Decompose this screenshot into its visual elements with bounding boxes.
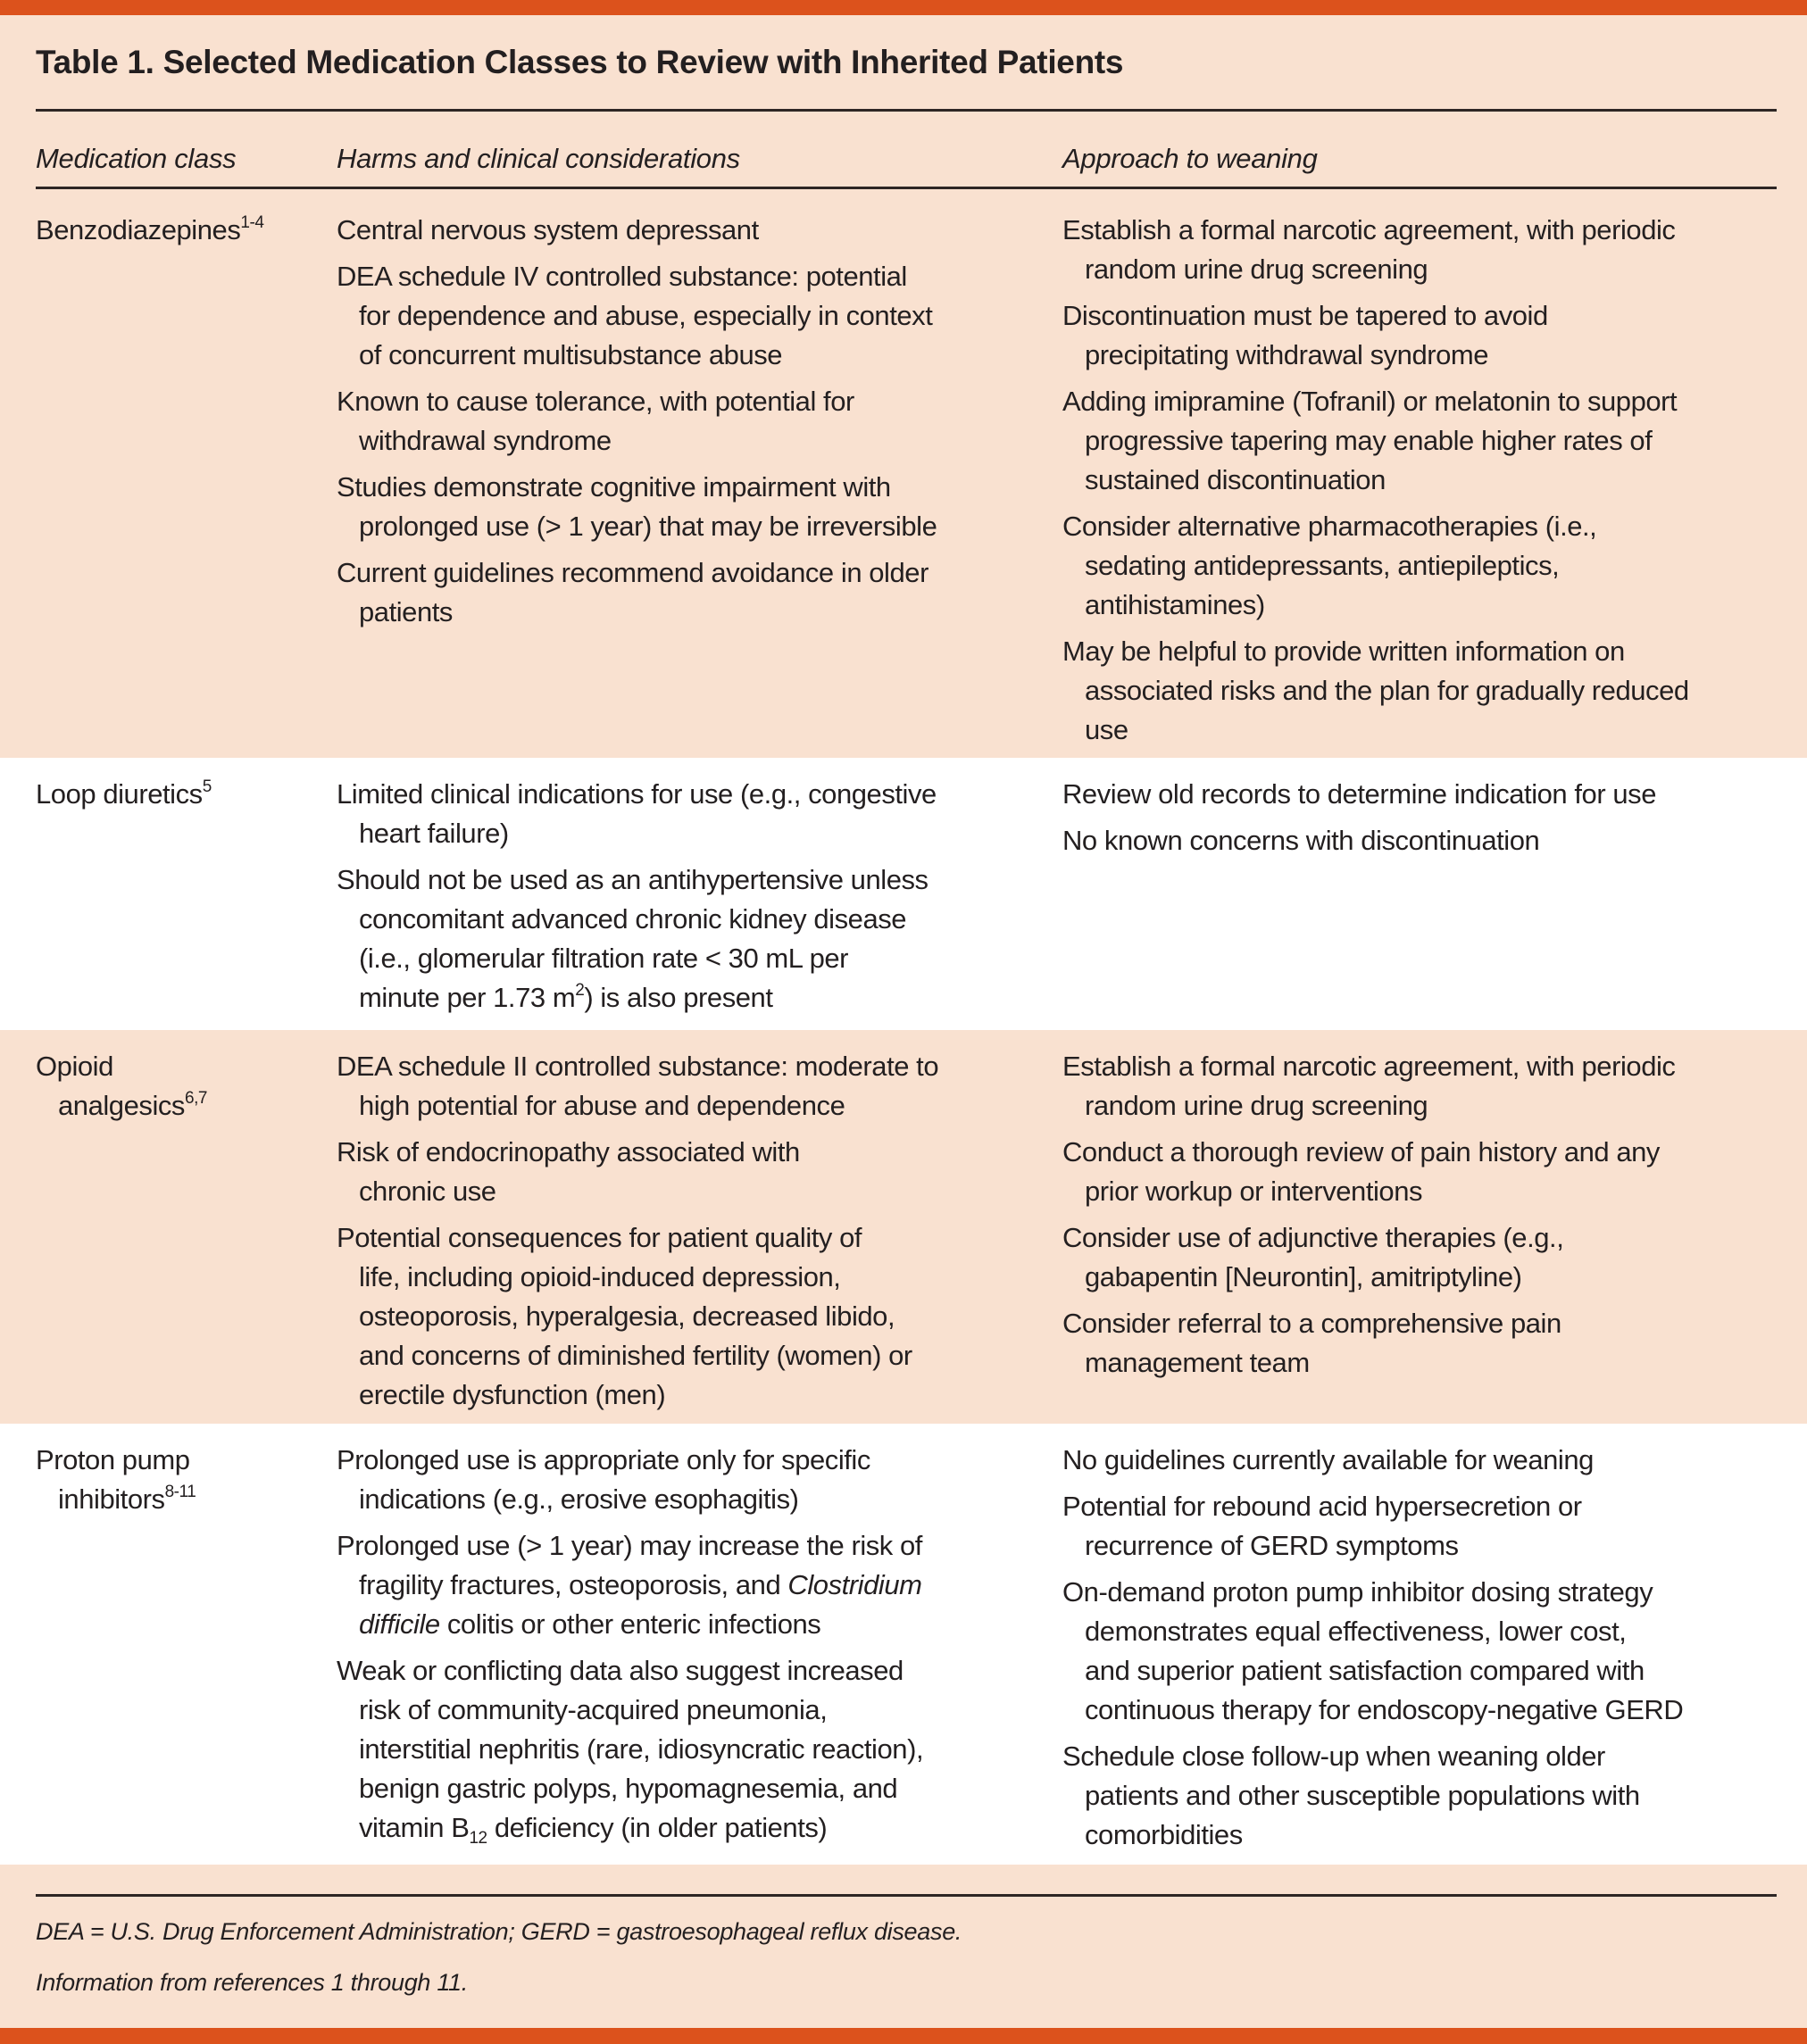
approach-item [1062,211,1689,289]
text-line: precipitating withdrawal syndrome [1085,339,1489,370]
harms-cell-benzodiazepines [337,211,937,639]
text-line: Adding imipramine (Tofranil) or melatonin to support [1062,386,1678,417]
text-line: May be helpful to provide written information on [1062,636,1625,667]
text-line: Current guidelines recommend avoidance in older [337,557,928,588]
reference-superscript: 6,7 [184,1088,208,1108]
approach-item [1062,1573,1683,1730]
reference-superscript: 5 [202,777,212,796]
text-line: continuous therapy for endoscopy-negative GERD [1085,1694,1684,1725]
class-name-continued [36,1086,207,1126]
text-line: osteoporosis, hyperalgesia, decreased libido, [359,1300,895,1332]
text-line: and superior patient satisfaction compared with [1085,1655,1645,1686]
text-fragment: fragility fractures, osteoporosis, and [359,1569,788,1600]
approach-cell-benzodiazepines [1062,211,1689,757]
italic-organism-name: difficile [359,1608,440,1640]
column-header-approach: Approach to weaning [1062,143,1318,174]
text-line: Establish a formal narcotic agreement, with periodic [1062,1051,1676,1082]
text-line: Review old records to determine indication for use [1062,778,1657,810]
text-line: erectile dysfunction (men) [359,1379,666,1410]
harm-item [337,211,937,250]
harm-item [337,257,937,375]
approach-item [1062,507,1689,625]
top-accent-bar [0,0,1807,15]
subscript-12: 12 [469,1829,487,1849]
text-line: concomitant advanced chronic kidney disease [359,903,907,935]
text-line: Discontinuation must be tapered to avoid [1062,300,1548,331]
approach-item [1062,1218,1675,1297]
approach-item [1062,1133,1675,1211]
text-line: indications (e.g., erosive esophagitis) [359,1483,799,1515]
class-name [36,211,264,250]
text-line: Conduct a thorough review of pain history and any [1062,1136,1660,1167]
text-fragment: Loop diuretics [36,778,203,810]
text-line: life, including opioid-induced depression, [359,1261,841,1292]
text-fragment: vitamin B [359,1812,470,1843]
class-cell-opioid-analgesics [36,1047,207,1126]
column-header-medication-class: Medication class [36,143,237,174]
table-title: Table 1. Selected Medication Classes to Review with Inherited Patients [36,44,1124,80]
italic-organism-name: Clostridium [787,1569,922,1600]
text-line [337,1566,923,1605]
text-line: No guidelines currently available for weaning [1062,1444,1594,1475]
text-line: comorbidities [1085,1819,1243,1850]
text-line [337,1605,923,1644]
text-line: On-demand proton pump inhibitor dosing strategy [1062,1576,1653,1608]
approach-item [1062,296,1689,375]
text-line: DEA schedule II controlled substance: moderate to [337,1051,939,1082]
superscript-2: 2 [575,980,585,1000]
approach-item [1062,1304,1675,1383]
class-name: Proton pump [36,1444,190,1475]
text-line: Studies demonstrate cognitive impairment with [337,471,891,503]
text-line: No known concerns with discontinuation [1062,825,1540,856]
harms-cell-opioid-analgesics [337,1047,938,1422]
text-line: random urine drug screening [1085,253,1428,285]
harm-item [337,1218,938,1415]
harms-cell-proton-pump-inhibitors [337,1441,923,1855]
approach-cell-proton-pump-inhibitors [1062,1441,1683,1862]
text-line: (i.e., glomerular filtration rate < 30 mL per [359,943,849,974]
class-cell-benzodiazepines [36,211,264,250]
text-line: patients and other susceptible populations with [1085,1780,1640,1811]
text-line: risk of community-acquired pneumonia, [359,1694,828,1725]
class-name: Opioid [36,1051,113,1082]
text-line: associated risks and the plan for gradually reduced [1085,675,1689,706]
class-cell-loop-diuretics [36,775,212,814]
approach-item [1062,821,1656,860]
approach-item [1062,382,1689,500]
text-line: Should not be used as an antihypertensive unless [337,864,928,895]
harm-item [337,1651,923,1848]
text-line [337,978,937,1018]
column-header-harms: Harms and clinical considerations [337,143,740,174]
harm-item [337,1133,938,1211]
text-fragment: colitis or other enteric infections [439,1608,821,1640]
title-rule [36,109,1777,112]
text-fragment: analgesics [58,1090,185,1121]
approach-item [1062,1487,1683,1566]
harms-cell-loop-diuretics [337,775,937,1025]
harm-item [337,382,937,461]
reference-superscript: 8-11 [164,1482,196,1501]
text-line: Establish a formal narcotic agreement, with periodic [1062,214,1676,245]
header-rule [36,187,1777,189]
bottom-accent-bar [0,2028,1807,2044]
text-line: withdrawal syndrome [359,425,612,456]
text-line: Consider use of adjunctive therapies (e.g., [1062,1222,1564,1253]
text-line: random urine drug screening [1085,1090,1428,1121]
text-line: DEA schedule IV controlled substance: potential [337,261,907,292]
class-cell-proton-pump-inhibitors [36,1441,196,1519]
approach-item [1062,1047,1675,1126]
text-line: demonstrates equal effectiveness, lower cost, [1085,1616,1627,1647]
text-line: antihistamines) [1085,589,1265,620]
approach-cell-loop-diuretics [1062,775,1656,868]
text-fragment: minute per 1.73 m [359,982,576,1013]
text-line: Known to cause tolerance, with potential for [337,386,854,417]
text-line: chronic use [359,1176,496,1207]
text-line: high potential for abuse and dependence [359,1090,845,1121]
text-line: Consider alternative pharmacotherapies (i.e., [1062,511,1597,542]
approach-item [1062,775,1656,814]
text-line: prolonged use (> 1 year) that may be irreversible [359,511,937,542]
text-line: Potential consequences for patient quality of [337,1222,862,1253]
text-fragment: deficiency (in older patients) [487,1812,828,1843]
footnote-abbreviations: DEA = U.S. Drug Enforcement Administration; GERD = gastroesophageal reflux disease. [36,1918,962,1945]
text-line: use [1085,714,1128,745]
class-name-continued [36,1480,196,1519]
text-line: Prolonged use (> 1 year) may increase the risk of [337,1530,922,1561]
text-line: prior workup or interventions [1085,1176,1423,1207]
text-line: for dependence and abuse, especially in context [359,300,933,331]
footnote-sources: Information from references 1 through 11. [36,1969,468,1996]
text-line: Consider referral to a comprehensive pain [1062,1308,1561,1339]
text-line [337,1808,923,1848]
text-line: progressive tapering may enable higher rates of [1085,425,1653,456]
approach-item [1062,1441,1683,1480]
approach-cell-opioid-analgesics [1062,1047,1675,1390]
harm-item [337,1441,923,1519]
text-line: Potential for rebound acid hypersecretion or [1062,1491,1582,1522]
harm-item [337,553,937,632]
harm-item [337,775,937,853]
text-line: benign gastric polyps, hypomagnesemia, and [359,1773,898,1804]
harm-item [337,1047,938,1126]
text-line: sustained discontinuation [1085,464,1386,495]
text-line: management team [1085,1347,1310,1378]
class-name [36,775,212,814]
text-line: Weak or conflicting data also suggest increased [337,1655,904,1686]
harm-item [337,468,937,546]
text-line: sedating antidepressants, antiepileptics, [1085,550,1560,581]
harm-item [337,1526,923,1644]
text-fragment: ) is also present [584,982,773,1013]
text-line: and concerns of diminished fertility (women) or [359,1340,912,1371]
text-line: of concurrent multisubstance abuse [359,339,783,370]
text-fragment: inhibitors [58,1483,165,1515]
footer-rule [36,1894,1777,1897]
text-line: recurrence of GERD symptoms [1085,1530,1459,1561]
approach-item [1062,1737,1683,1855]
text-line: patients [359,596,453,627]
text-line: heart failure) [359,818,509,849]
reference-superscript: 1-4 [240,212,264,232]
text-line: Limited clinical indications for use (e.g., congestive [337,778,937,810]
text-line: Schedule close follow-up when weaning older [1062,1741,1605,1772]
harm-item [337,860,937,1018]
text-fragment: Benzodiazepines [36,214,241,245]
text-line: Prolonged use is appropriate only for specific [337,1444,870,1475]
text-line: gabapentin [Neurontin], amitriptyline) [1085,1261,1522,1292]
approach-item [1062,632,1689,750]
text-line: Central nervous system depressant [337,214,759,245]
text-line: Risk of endocrinopathy associated with [337,1136,800,1167]
text-line: interstitial nephritis (rare, idiosyncratic reaction), [359,1733,924,1765]
